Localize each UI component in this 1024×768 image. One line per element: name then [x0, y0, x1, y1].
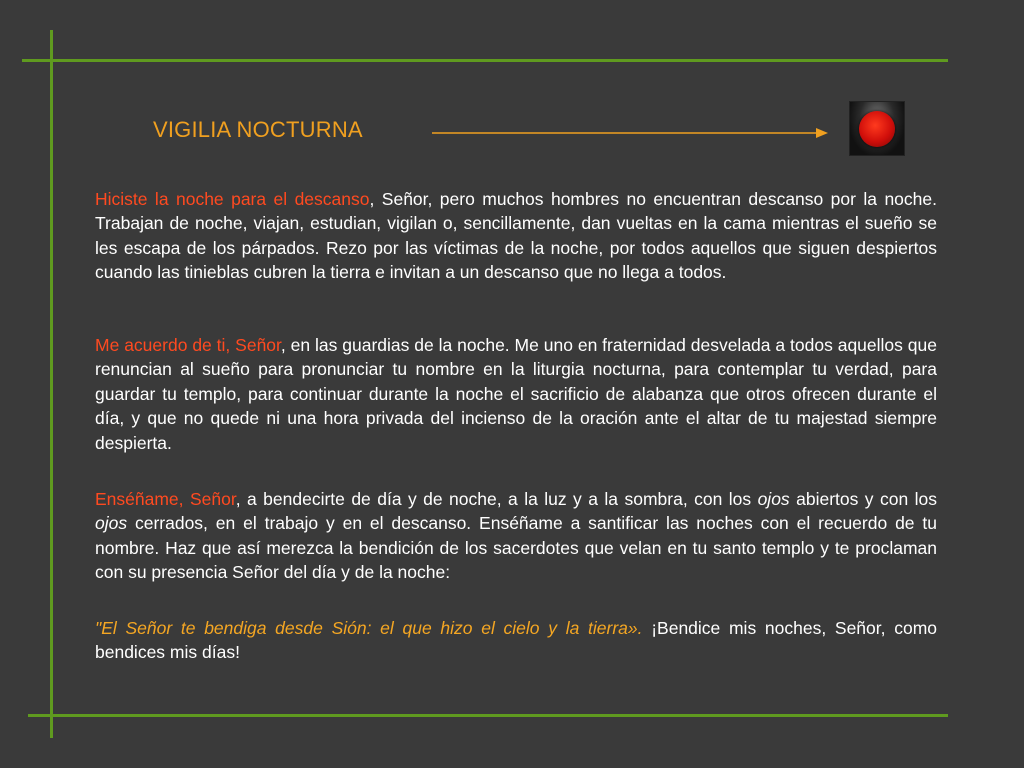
paragraph-3-ojos-1: ojos: [757, 489, 790, 509]
paragraph-3-text-b: abiertos y con los: [789, 489, 938, 509]
page-title: VIGILIA NOCTURNA: [153, 117, 363, 142]
paragraph-3-text-a: , a bendecirte de día y de noche, a la luz y a la sombra, con los: [235, 489, 758, 509]
paragraph-3: [95, 487, 937, 585]
paragraph-2-highlight: Me acuerdo de ti, Señor: [95, 335, 281, 355]
paragraph-4: [95, 616, 937, 665]
red-stop-button-icon: [859, 111, 895, 147]
frame-line-top: [22, 59, 948, 62]
arrow-right-icon: [432, 123, 830, 143]
paragraph-4-quote: "El Señor te bendiga desde Sión: el que hizo el cielo y la tierra».: [95, 618, 643, 638]
paragraph-2-text: , en las guardias de la noche. Me uno en fraternidad desvelada a todos aquellos que renuncian al sueño para pronunciar tu nombre en la liturgia nocturna, para contemplar tu verdad, para guardar tu templo, para continuar durante la noche el sacrificio de alabanza que otros ofrecen durante el día, y que no quede ni una hora privada del incienso de la oración ante el altar de tu majestad siempre despierta.: [95, 335, 937, 453]
red-stop-button[interactable]: [849, 101, 905, 156]
paragraph-3-text-c: cerrados, en el trabajo y en el descanso. Enséñame a santificar las noches con el recuerdo de tu nombre. Haz que así merezca la bendición de los sacerdotes que velan en tu santo templo y te proclaman con su presencia Señor del día y de la noche:: [95, 513, 937, 583]
paragraph-1: [95, 187, 937, 285]
frame-line-left: [50, 30, 53, 738]
paragraph-4-text: ¡Bendice mis noches, Señor, como bendices mis días!: [95, 618, 938, 663]
paragraph-2: [95, 333, 937, 455]
paragraph-3-ojos-2: ojos: [95, 513, 128, 534]
paragraph-3-highlight: Enséñame, Señor: [95, 489, 236, 509]
paragraph-1-text: , Señor, pero muchos hombres no encuentran descanso por la noche. Trabajan de noche, viajan, estudian, vigilan o, sencillamente, dan vueltas en la cama mientras el sueño se les escapa de los párpados. Rezo por las víctimas de la noche, por todos aquellos que siguen despiertos cuando las tinieblas cubren la tierra e invitan a un descanso que no llega a todos.: [95, 189, 937, 283]
frame-line-bottom: [28, 714, 948, 717]
paragraph-1-highlight: Hiciste la noche para el descanso: [95, 189, 370, 209]
